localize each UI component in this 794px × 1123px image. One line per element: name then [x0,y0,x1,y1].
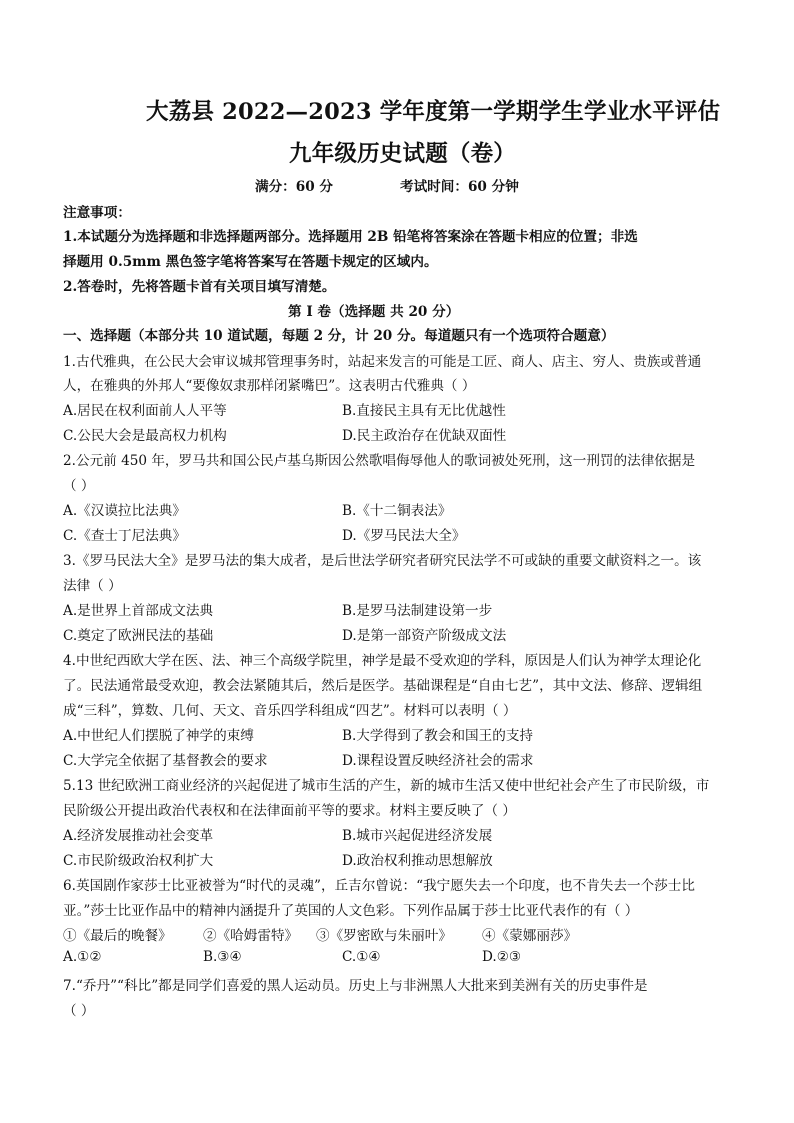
exam-subtitle: 九年级历史试题（卷） [289,141,517,167]
exam-time: 考试时间：60 分钟 [400,179,519,195]
question-6-work-2: ②《哈姆雷特》 [203,928,299,944]
question-2-option-d: D.《罗马民法大全》 [342,528,466,544]
question-6-work-1: ①《最后的晚餐》 [63,928,172,944]
question-5-option-c: C.市民阶级政治权利扩大 [63,853,214,869]
question-7-stem-cont: （ ） [63,1003,95,1019]
question-3-stem-cont: 法律（ ） [63,578,122,594]
volume-heading: 第 I 卷（选择题 共 20 分） [288,304,460,320]
question-3-option-b: B.是罗马法制建设第一步 [342,603,493,619]
question-4-option-b: B.大学得到了教会和国王的支持 [342,728,534,744]
question-1-option-d: D.民主政治存在优缺双面性 [342,428,507,444]
question-4-option-d: D.课程设置反映经济社会的需求 [342,753,534,769]
question-2-option-b: B.《十二铜表法》 [342,503,452,519]
notice-item-1: 1.本试题分为选择题和非选择题两部分。选择题用 2B 铅笔将答案涂在答题卡相应的位置；非选 [63,229,638,245]
question-6-stem-cont: 亚。”莎士比亚作品中的精神内涵提升了英国的人文色彩。下列作品属于莎士比亚代表作的有（ ） [63,903,639,919]
question-6-option-b: B.③④ [203,949,242,965]
question-1-stem: 1.古代雅典，在公民大会审议城邦管理事务时，站起来发言的可能是工匠、商人、店主、穷人、贵族或普通 [63,354,702,370]
question-2-stem: 2.公元前 450 年，罗马共和国公民卢基乌斯因公然歌唱侮辱他人的歌词被处死刑，这一刑罚的法律依据是 [63,453,696,469]
question-5-stem: 5.13 世纪欧洲工商业经济的兴起促进了城市生活的产生，新的城市生活又使中世纪社会产生了市民阶级，市 [63,778,710,794]
question-6-option-a: A.①② [63,949,102,965]
question-6-option-c: C.①④ [342,949,381,965]
question-1-option-c: C.公民大会是最高权力机构 [63,428,227,444]
question-1-option-a: A.居民在权利面前人人平等 [63,403,227,419]
question-3-option-a: A.是世界上首部成文法典 [63,603,214,619]
question-6-work-4: ④《蒙娜丽莎》 [482,928,578,944]
question-3-option-d: D.是第一部资产阶级成文法 [342,628,507,644]
notice-item-1-cont: 择题用 0.5mm 黑色签字笔将答案写在答题卡规定的区域内。 [63,254,438,270]
notice-heading: 注意事项： [63,205,131,221]
question-4-stem-cont-2: 成“三科”，算数、几何、天文、音乐四学科组成“四艺”。材料可以表明（ ） [63,703,517,719]
question-6-option-d: D.②③ [482,949,522,965]
question-4-stem-cont-1: 了。民法通常最受欢迎，教会法紧随其后，然后是医学。基础课程是“自由七艺”，其中文法、修辞、逻辑组 [63,678,703,694]
part-heading: 一、选择题（本部分共 10 道试题，每题 2 分，计 20 分。每道题只有一个选项符合题意） [63,328,615,344]
question-5-option-a: A.经济发展推动社会变革 [63,828,214,844]
question-2-option-c: C.《查士丁尼法典》 [63,528,186,544]
question-4-option-a: A.中世纪人们摆脱了神学的束缚 [63,728,254,744]
question-6-work-3: ③《罗密欧与朱丽叶》 [316,928,452,944]
question-7-stem: 7.“乔丹”“科比”都是同学们喜爱的黑人运动员。历史上与非洲黑人大批来到美洲有关的历史事件是 [63,978,648,994]
full-score: 满分：60 分 [255,179,334,195]
question-6-stem: 6.英国剧作家莎士比亚被誉为“时代的灵魂”，丘吉尔曾说：“我宁愿失去一个印度，也不肯失去一个莎士比 [63,878,695,894]
question-3-option-c: C.奠定了欧洲民法的基础 [63,628,214,644]
question-1-option-b: B.直接民主具有无比优越性 [342,403,506,419]
question-5-stem-cont: 民阶级公开提出政治代表权和在法律面前平等的要求。材料主要反映了（ ） [63,803,516,819]
question-4-stem: 4.中世纪西欧大学在医、法、神三个高级学院里，神学是最不受欢迎的学科，原因是人们认为神学太理论化 [63,653,702,669]
exam-title: 大荔县 2022—2023 学年度第一学期学生学业水平评估 [146,99,721,125]
notice-item-2: 2.答卷时，先将答题卡首有关项目填写清楚。 [63,279,336,295]
question-2-stem-cont: （ ） [63,478,95,494]
question-5-option-b: B.城市兴起促进经济发展 [342,828,493,844]
question-1-stem-cont: 人，在雅典的外邦人“要像奴隶那样闭紧嘴巴”。这表明古代雅典（ ） [63,378,476,394]
question-3-stem: 3.《罗马民法大全》是罗马法的集大成者，是后世法学研究者研究民法学不可或缺的重要文献资料之一。该 [63,553,702,569]
question-2-option-a: A.《汉谟拉比法典》 [63,503,186,519]
question-4-option-c: C.大学完全依据了基督教会的要求 [63,753,268,769]
question-5-option-d: D.政治权利推动思想解放 [342,853,493,869]
